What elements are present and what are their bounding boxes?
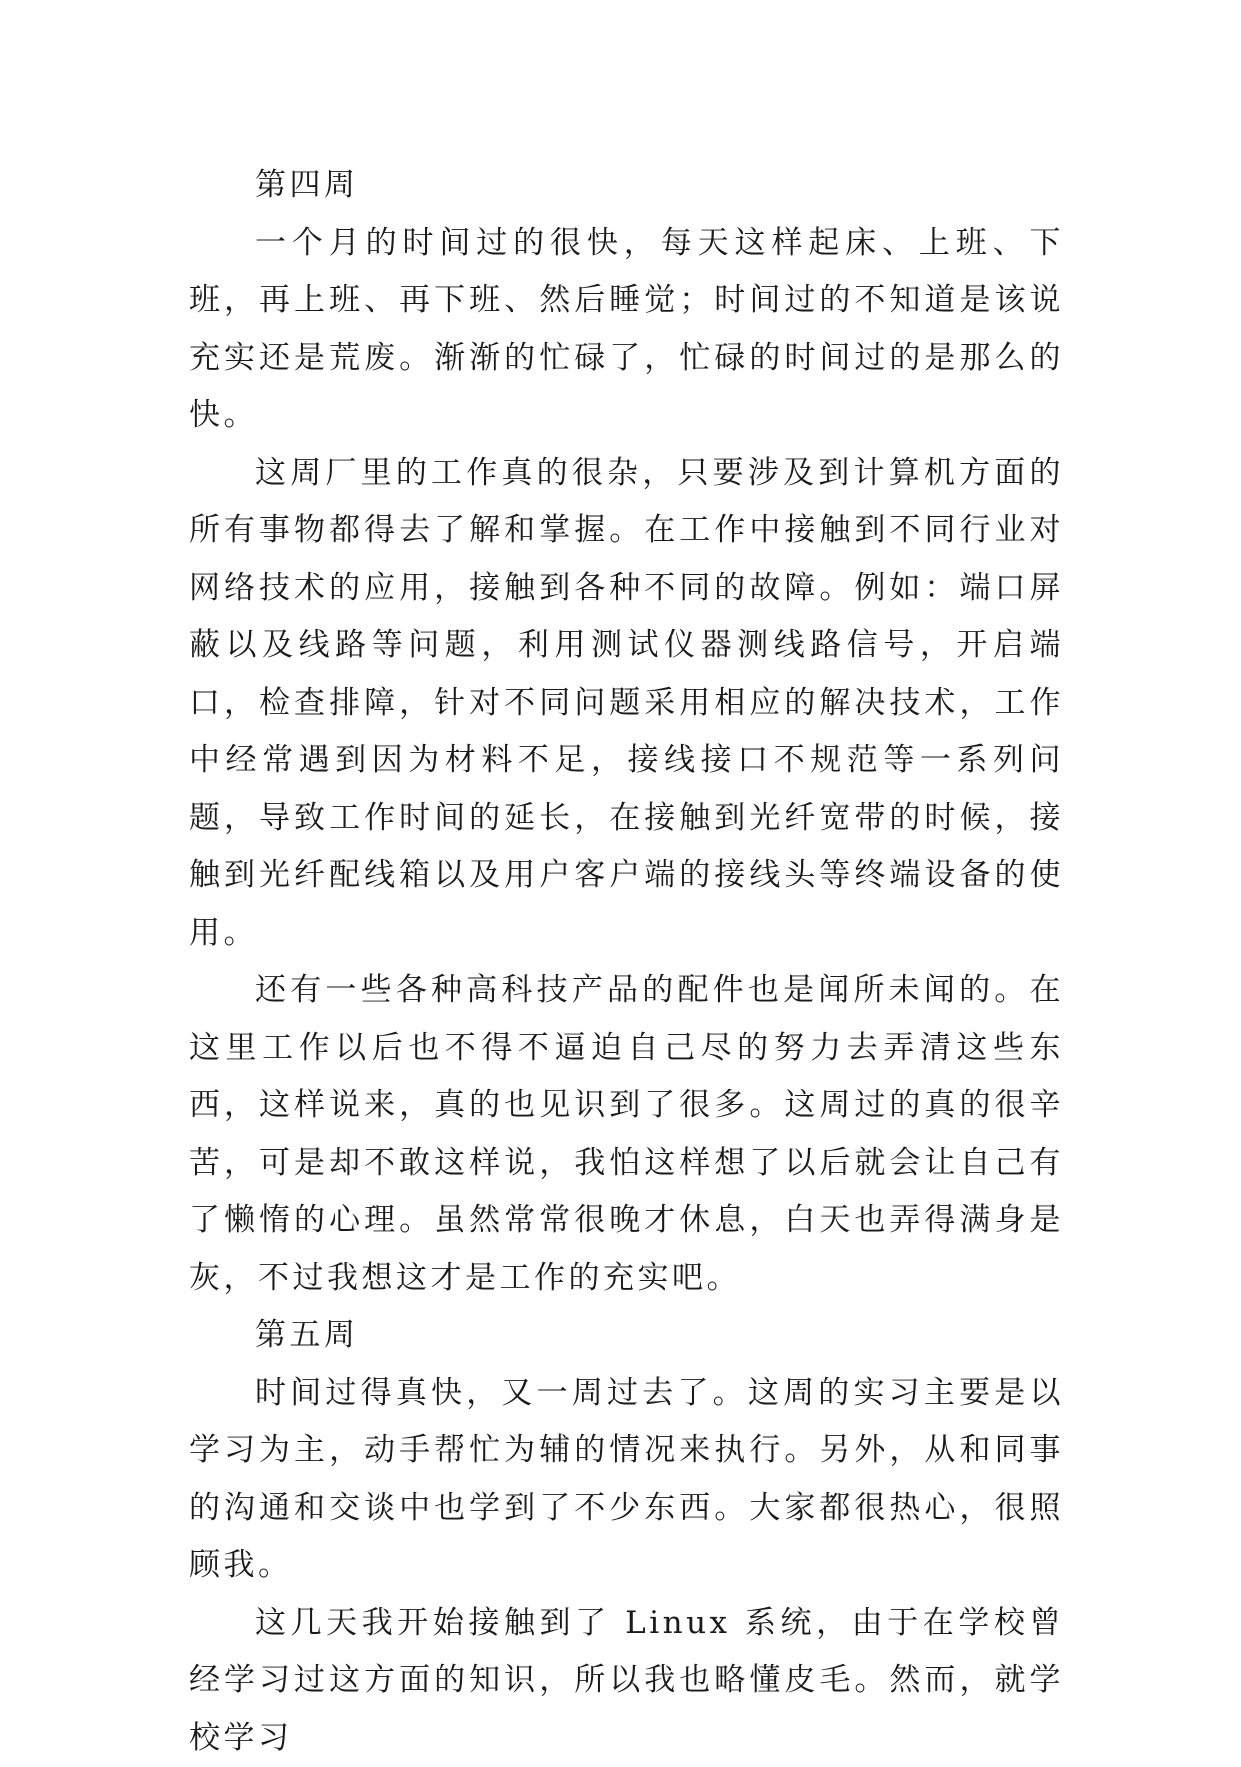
paragraph: 这周厂里的工作真的很杂，只要涉及到计算机方面的所有事物都得去了解和掌握。在工作中接触到不同行业对网络技术的应用，接触到各种不同的故障。例如：端口屏蔽以及线路等问题，利用测试仪器测线路信号，开启端口，检查排障，针对不同问题采用相应的解决技术，工作中经常遇到因为材料不足，接线接口不规范等一系列问题，导致工作时间的延长，在接触到光纤宽带的时候，接触到光纤配线箱以及用户客户端的接线头等终端设备的使用。 xyxy=(189,445,1064,963)
paragraph: 时间过得真快，又一周过去了。这周的实习主要是以学习为主，动手帮忙为辅的情况来执行。另外，从和同事的沟通和交谈中也学到了不少东西。大家都很热心，很照顾我。 xyxy=(189,1365,1064,1595)
section-heading-week-5: 第五周 xyxy=(189,1307,1064,1365)
paragraph: 这几天我开始接触到了 Linux 系统，由于在学校曾经学习过这方面的知识，所以我也略懂皮毛。然而，就学校学习 xyxy=(189,1595,1064,1767)
document-body xyxy=(189,157,1064,1767)
section-heading-week-4: 第四周 xyxy=(189,157,1064,215)
paragraph: 一个月的时间过的很快，每天这样起床、上班、下班，再上班、再下班、然后睡觉；时间过的不知道是该说充实还是荒废。渐渐的忙碌了，忙碌的时间过的是那么的快。 xyxy=(189,215,1064,445)
paragraph: 还有一些各种高科技产品的配件也是闻所未闻的。在这里工作以后也不得不逼迫自己尽的努力去弄清这些东西，这样说来，真的也见识到了很多。这周过的真的很辛苦，可是却不敢这样说，我怕这样想了以后就会让自己有了懒惰的心理。虽然常常很晚才休息，白天也弄得满身是灰，不过我想这才是工作的充实吧。 xyxy=(189,962,1064,1307)
